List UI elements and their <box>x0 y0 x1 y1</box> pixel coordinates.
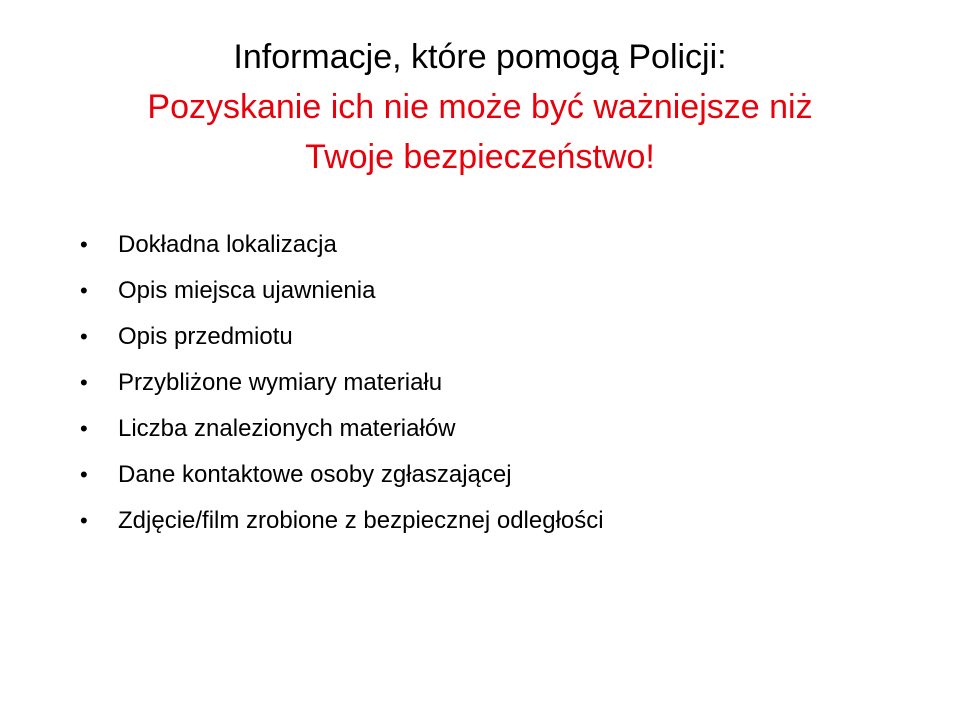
list-item <box>80 498 604 544</box>
bullet-icon: • <box>80 324 88 349</box>
title-line-1: Informacje, które pomogą Policji: <box>233 38 727 76</box>
bullet-text: Dane kontaktowe osoby zgłaszającej <box>118 461 512 488</box>
bullet-text: Dokładna lokalizacja <box>118 231 337 258</box>
bullet-icon: • <box>80 232 88 257</box>
list-item <box>80 360 604 406</box>
bullet-icon: • <box>80 508 88 533</box>
bullet-text: Przybliżone wymiary materiału <box>118 369 443 396</box>
bullet-icon: • <box>80 416 88 441</box>
bullet-list <box>80 222 604 544</box>
bullet-text: Zdjęcie/film zrobione z bezpiecznej odległości <box>118 507 604 534</box>
list-item <box>80 268 604 314</box>
bullet-icon: • <box>80 278 88 303</box>
slide-title <box>60 32 900 182</box>
bullet-icon: • <box>80 370 88 395</box>
list-item <box>80 406 604 452</box>
bullet-text: Liczba znalezionych materiałów <box>118 415 456 442</box>
bullet-text: Opis przedmiotu <box>118 323 293 350</box>
title-warning-line-1: Pozyskanie ich nie może być ważniejsze niż <box>147 88 813 126</box>
bullet-icon: • <box>80 462 88 487</box>
bullet-text: Opis miejsca ujawnienia <box>118 277 376 304</box>
list-item <box>80 452 604 498</box>
list-item <box>80 222 604 268</box>
list-item <box>80 314 604 360</box>
title-warning-line-2: Twoje bezpieczeństwo! <box>305 138 655 176</box>
